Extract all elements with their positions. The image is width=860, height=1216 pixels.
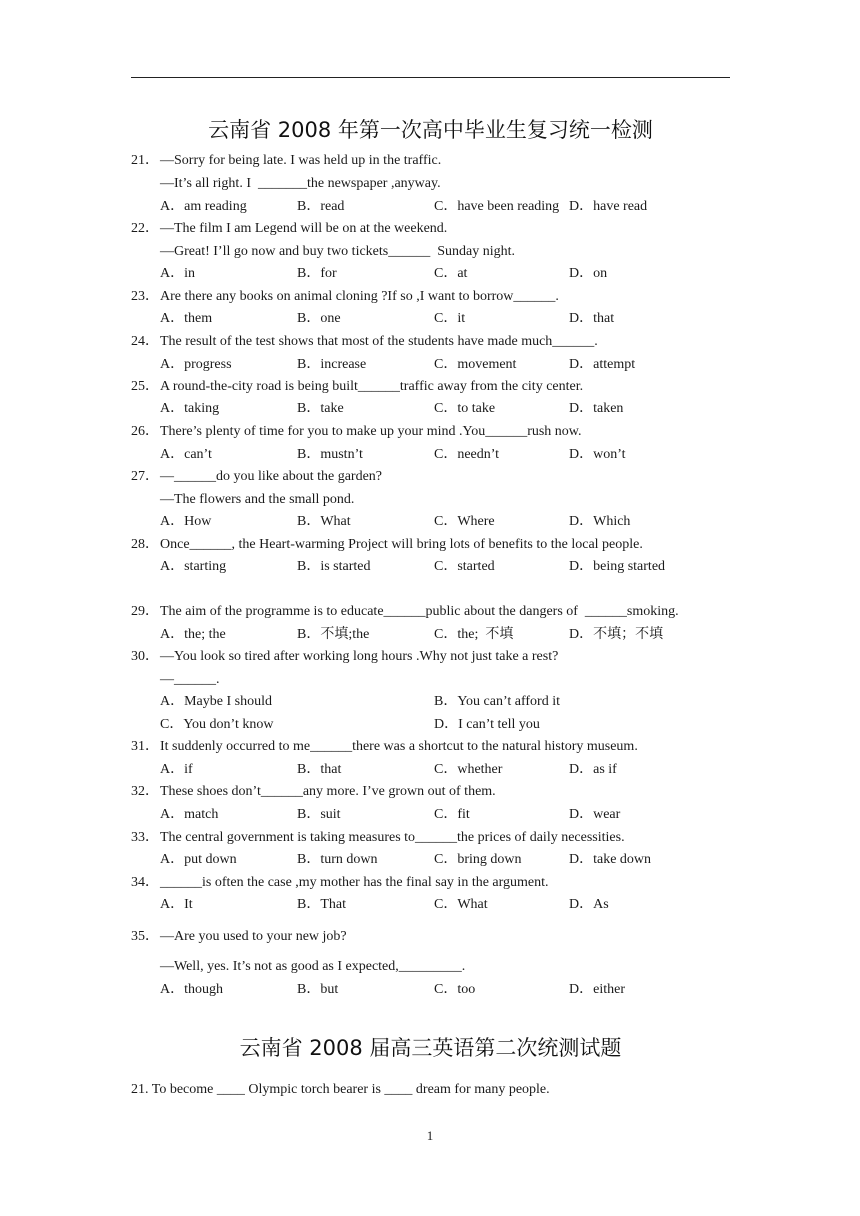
answer-option: A．match xyxy=(160,807,219,822)
answer-option: B．read xyxy=(297,199,345,214)
answer-option: B．that xyxy=(297,762,342,777)
answer-option: C．whether xyxy=(434,762,503,777)
question-number: 24． xyxy=(131,334,159,349)
answer-option: C．have been reading xyxy=(434,199,560,214)
question-number: 27． xyxy=(131,469,159,484)
answer-option: D．Which xyxy=(569,514,631,529)
question-stem-line: —Sorry for being late. I was held up in the traffic. xyxy=(160,153,442,168)
answer-option: A．am reading xyxy=(160,199,247,214)
answer-option: C．needn’t xyxy=(434,447,500,462)
question-number: 35． xyxy=(131,929,159,944)
question-number: 23． xyxy=(131,289,159,304)
question-number: 25． xyxy=(131,379,159,394)
answer-option: C．You don’t know xyxy=(160,717,274,732)
answer-option: A．Maybe I should xyxy=(160,694,272,709)
question-stem-line: —Great! I’ll go now and buy two tickets______ Sunday night. xyxy=(160,244,516,259)
answer-option: A．It xyxy=(160,897,193,912)
question-stem-line: It suddenly occurred to me______there was a shortcut to the natural history museum. xyxy=(160,739,638,754)
answer-option: D．I can’t tell you xyxy=(434,717,540,732)
question-stem-line: —______do you like about the garden? xyxy=(160,469,383,484)
answer-option: B．mustn’t xyxy=(297,447,363,462)
answer-option: D．on xyxy=(569,266,608,281)
question-stem-line: —Well, yes. It’s not as good as I expected,_________. xyxy=(160,959,466,974)
answer-option: B．is started xyxy=(297,559,371,574)
question-stem-line: —The film I am Legend will be on at the weekend. xyxy=(160,221,448,236)
question-stem-line: The result of the test shows that most of the students have made much______. xyxy=(160,334,598,349)
answer-option: C．too xyxy=(434,982,476,997)
answer-option: D．won’t xyxy=(569,447,626,462)
answer-option: D．As xyxy=(569,897,609,912)
answer-option: D．taken xyxy=(569,401,624,416)
answer-option: A．them xyxy=(160,311,213,326)
answer-option: B．one xyxy=(297,311,341,326)
answer-option: C．the; 不填 xyxy=(434,627,514,642)
section2-question-21: 21. To become ____ Olympic torch bearer is ____ dream for many people. xyxy=(131,1082,550,1097)
question-stem-line: Once______, the Heart-warming Project will bring lots of benefits to the local people. xyxy=(160,537,643,552)
answer-option: A．put down xyxy=(160,852,237,867)
answer-option: B．suit xyxy=(297,807,341,822)
question-number: 26． xyxy=(131,424,159,439)
answer-option: A．starting xyxy=(160,559,227,574)
answer-option: B．increase xyxy=(297,357,367,372)
question-number: 21． xyxy=(131,153,159,168)
question-stem-line: The central government is taking measures to______the prices of daily necessities. xyxy=(160,830,625,845)
answer-option: A．progress xyxy=(160,357,232,372)
answer-option: B．but xyxy=(297,982,339,997)
answer-option: B．What xyxy=(297,514,351,529)
question-stem-line: —Are you used to your new job? xyxy=(160,929,347,944)
answer-option: C．Where xyxy=(434,514,495,529)
answer-option: B．You can’t afford it xyxy=(434,694,560,709)
answer-option: A．the; the xyxy=(160,627,226,642)
answer-option: D．have read xyxy=(569,199,648,214)
question-stem-line: —______. xyxy=(160,672,220,687)
question-stem-line: The aim of the programme is to educate______public about the dangers of ______smoking. xyxy=(160,604,679,619)
answer-option: D．不填；不填 xyxy=(569,627,664,642)
answer-option: D．attempt xyxy=(569,357,636,372)
answer-option: D．take down xyxy=(569,852,652,867)
section1-title: 云南省 2008 年第一次高中毕业生复习统一检测 xyxy=(208,118,653,142)
answer-option: C．movement xyxy=(434,357,517,372)
question-stem-line: ______is often the case ,my mother has the final say in the argument. xyxy=(160,875,549,890)
answer-option: C．What xyxy=(434,897,488,912)
answer-option: B．That xyxy=(297,897,346,912)
answer-option: C．fit xyxy=(434,807,470,822)
answer-option: D．either xyxy=(569,982,625,997)
question-stem-line: There’s plenty of time for you to make up your mind .You______rush now. xyxy=(160,424,582,439)
answer-option: C．at xyxy=(434,266,468,281)
question-number: 28． xyxy=(131,537,159,552)
answer-option: B．turn down xyxy=(297,852,378,867)
question-stem-line: —You look so tired after working long hours .Why not just take a rest? xyxy=(160,649,559,664)
answer-option: C．to take xyxy=(434,401,496,416)
question-stem-line: A round-the-city road is being built______traffic away from the city center. xyxy=(160,379,584,394)
answer-option: C．started xyxy=(434,559,495,574)
answer-option: C．it xyxy=(434,311,466,326)
page-number: 1 xyxy=(426,1128,434,1143)
question-stem-line: —The flowers and the small pond. xyxy=(160,492,355,507)
question-number: 33． xyxy=(131,830,159,845)
answer-option: A．if xyxy=(160,762,193,777)
question-number: 29． xyxy=(131,604,159,619)
answer-option: A．can’t xyxy=(160,447,212,462)
header-rule xyxy=(131,77,730,78)
answer-option: D．that xyxy=(569,311,615,326)
question-number: 34． xyxy=(131,875,159,890)
answer-option: B．take xyxy=(297,401,344,416)
answer-option: B．不填;the xyxy=(297,627,370,642)
question-stem-line: Are there any books on animal cloning ?If so ,I want to borrow______. xyxy=(160,289,559,304)
answer-option: A．How xyxy=(160,514,212,529)
question-number: 32． xyxy=(131,784,159,799)
answer-option: B．for xyxy=(297,266,337,281)
answer-option: D．as if xyxy=(569,762,617,777)
question-number: 30． xyxy=(131,649,159,664)
question-stem-line: —It’s all right. I _______the newspaper ,anyway. xyxy=(160,176,441,191)
answer-option: A．in xyxy=(160,266,195,281)
section2-title: 云南省 2008 届高三英语第二次统测试题 xyxy=(239,1036,622,1060)
answer-option: D．being started xyxy=(569,559,666,574)
answer-option: C．bring down xyxy=(434,852,522,867)
question-number: 22． xyxy=(131,221,159,236)
answer-option: D．wear xyxy=(569,807,621,822)
question-stem-line: These shoes don’t______any more. I’ve grown out of them. xyxy=(160,784,496,799)
answer-option: A．though xyxy=(160,982,223,997)
question-number: 31． xyxy=(131,739,159,754)
answer-option: A．taking xyxy=(160,401,220,416)
